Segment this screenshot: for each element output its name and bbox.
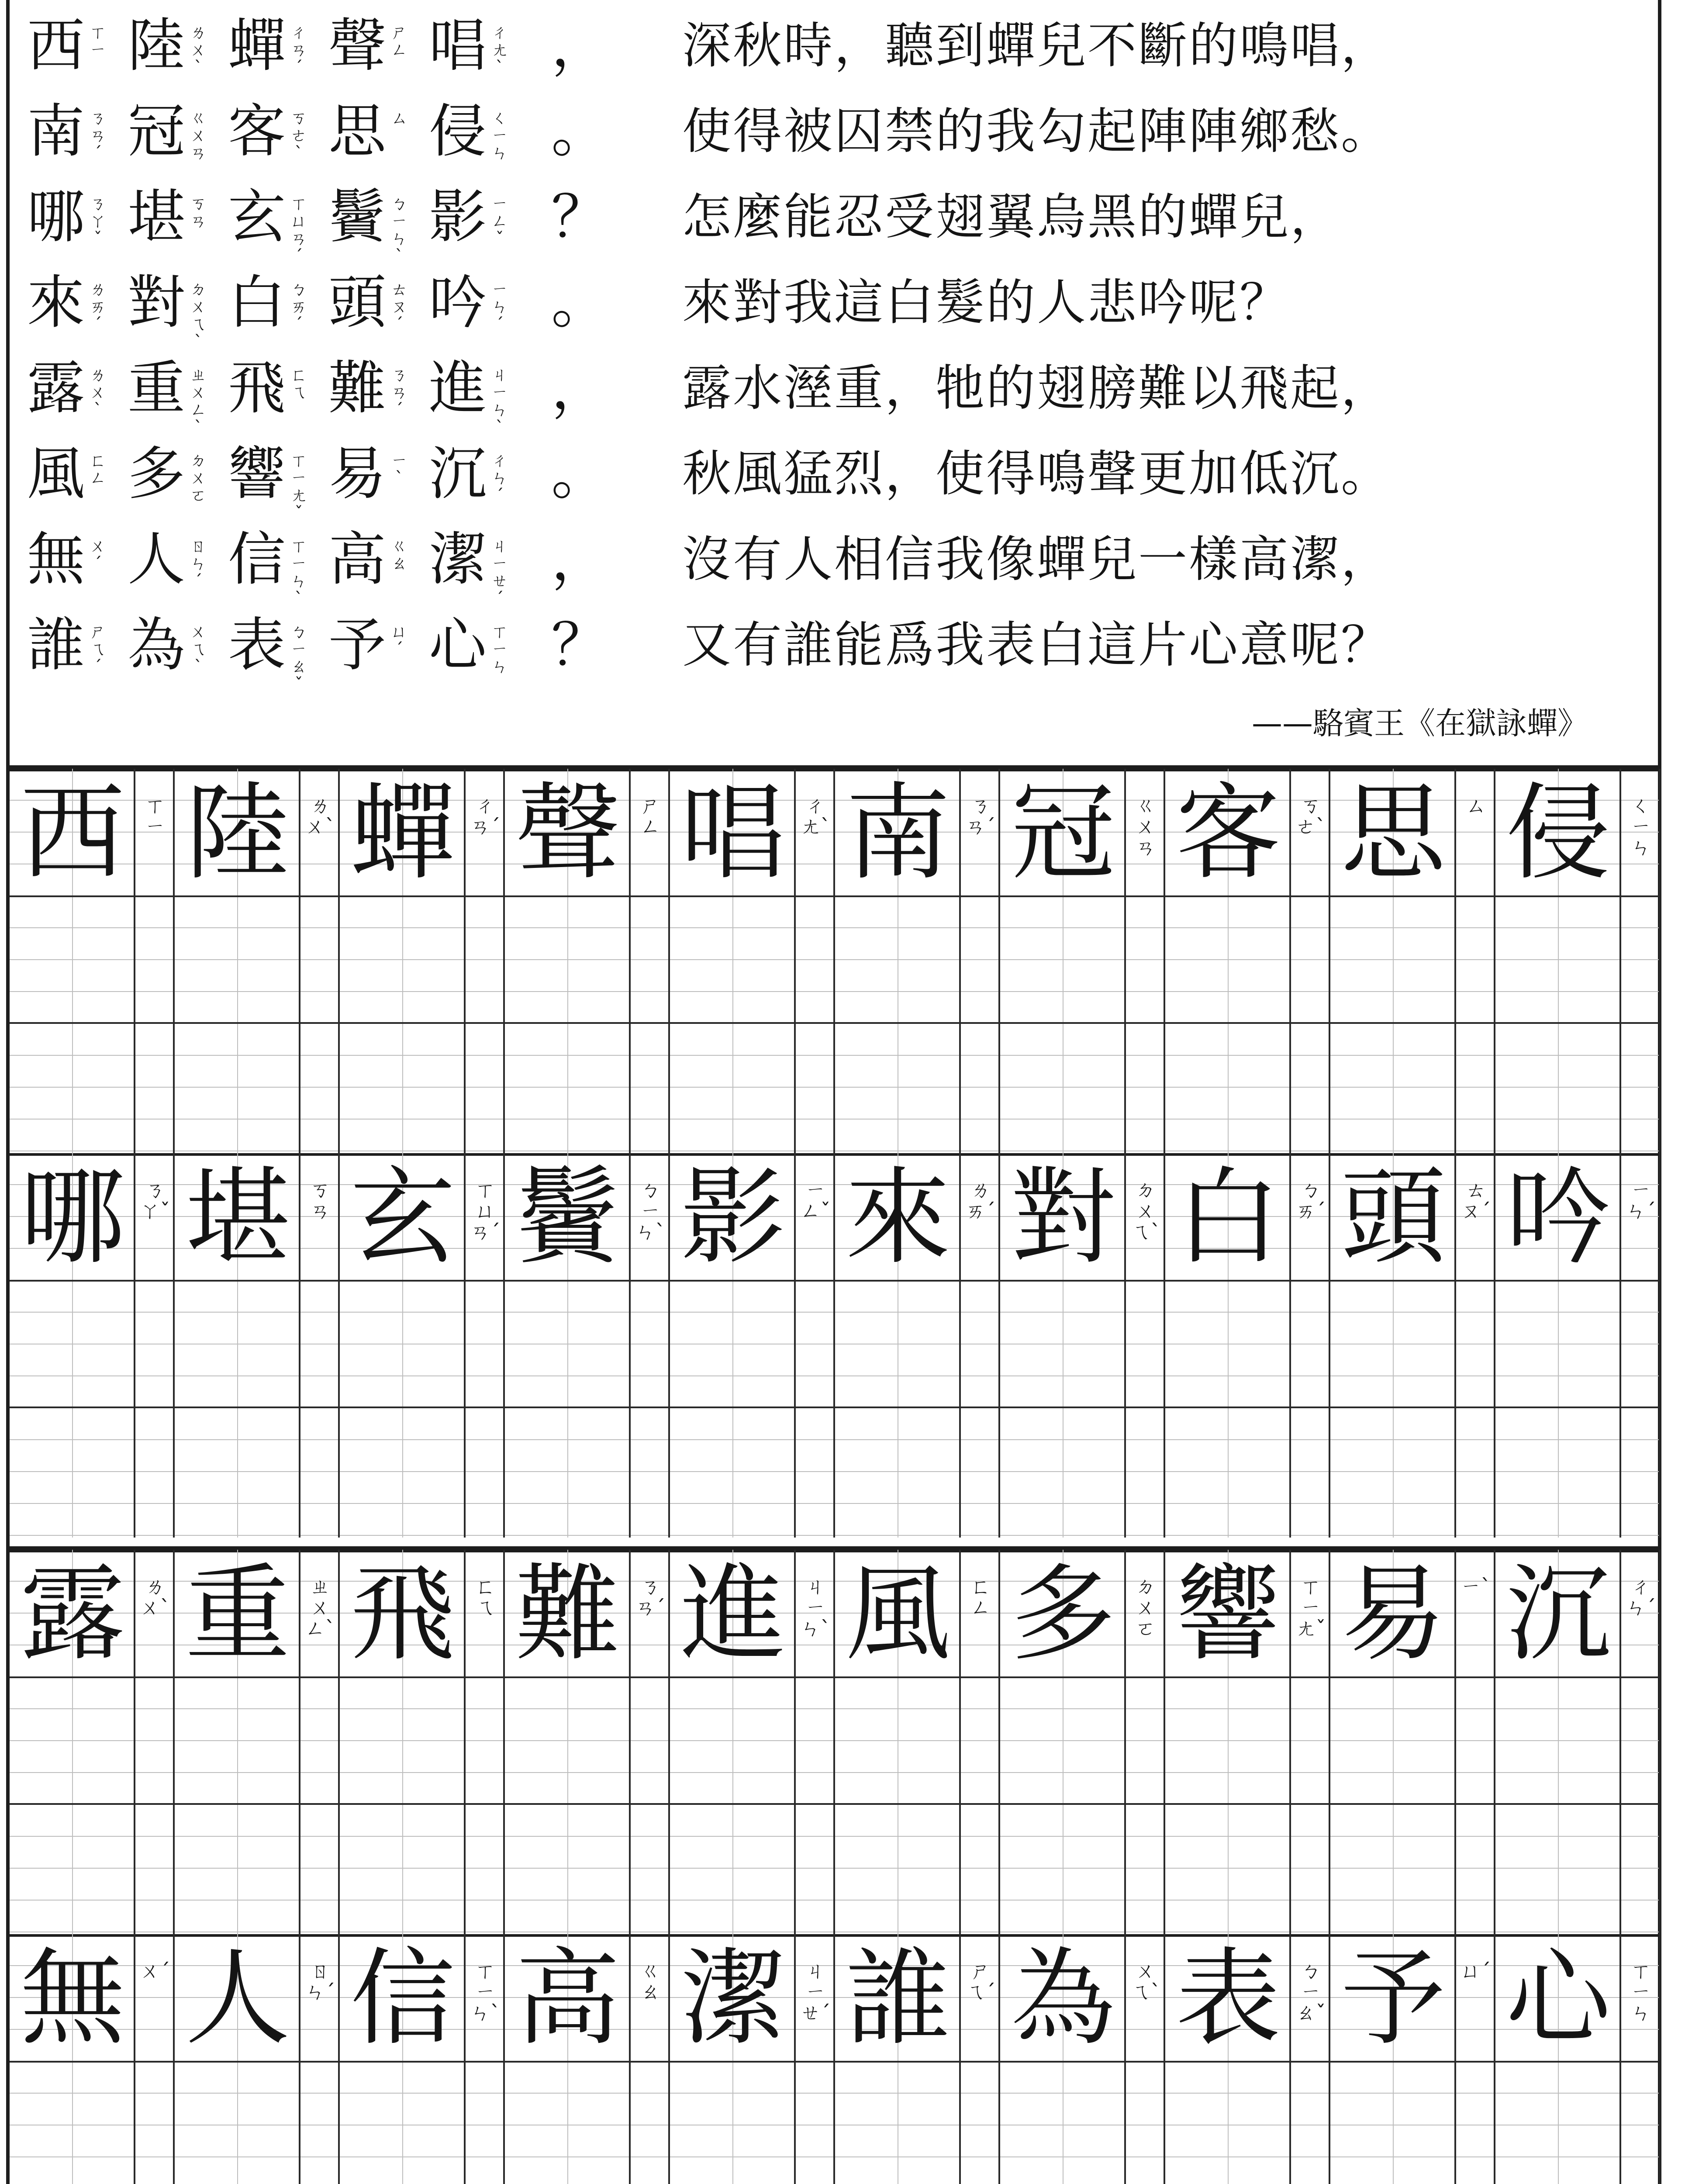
zhuyin-cell[interactable]	[631, 1550, 670, 1934]
model-zhuyin: ㄈㄥ	[970, 1575, 991, 1619]
practice-cell[interactable]	[175, 1934, 300, 2184]
model-zhuyin: ㄓㄨㄥˋ	[305, 1575, 335, 1640]
poem-char: 響	[228, 440, 286, 508]
model-zhuyin: ㄊㄡˊ	[1461, 1178, 1491, 1223]
zhuyin-cell[interactable]	[796, 1550, 835, 1934]
practice-cell[interactable]	[340, 1934, 466, 2184]
model-character: 西	[20, 772, 125, 894]
poem-char: 白	[228, 269, 286, 336]
practice-cell[interactable]	[1165, 1934, 1291, 2184]
practice-cell[interactable]	[340, 1550, 466, 1934]
practice-cell[interactable]	[835, 1153, 961, 1538]
practice-cell[interactable]	[10, 769, 135, 1153]
zhuyin-cell[interactable]	[1291, 1153, 1330, 1538]
poem-punctuation: ？	[551, 612, 609, 679]
model-character: 聲	[515, 772, 620, 894]
attribution: ——駱賓王《在獄詠蟬》	[1252, 705, 1588, 741]
poem-zhuyin: ㄕㄟˊ	[89, 622, 106, 676]
model-zhuyin: ㄋㄢˊ	[635, 1575, 666, 1619]
model-character: 潔	[680, 1937, 785, 2060]
model-zhuyin: ㄉㄨㄟˋ	[1130, 1178, 1161, 1244]
zhuyin-cell[interactable]	[466, 1153, 505, 1538]
model-character: 侵	[1505, 772, 1611, 894]
zhuyin-cell[interactable]	[1456, 1153, 1495, 1538]
poem-zhuyin: ㄍㄨㄢ	[190, 108, 207, 162]
model-character: 多	[1010, 1553, 1115, 1675]
poem-zhuyin: ㄨˊ	[89, 536, 106, 573]
poem-line	[27, 184, 617, 267]
zhuyin-cell[interactable]	[796, 769, 835, 1153]
zhuyin-cell[interactable]	[1126, 1550, 1165, 1934]
practice-cell[interactable]	[835, 1550, 961, 1934]
zhuyin-cell[interactable]	[135, 1550, 175, 1934]
model-zhuyin: ㄌㄨˋ	[305, 794, 335, 838]
poem-zhuyin: ㄉㄨㄛ	[190, 451, 207, 505]
zhuyin-cell[interactable]	[135, 769, 175, 1153]
poem-zhuyin: ㄌㄞˊ	[89, 280, 106, 334]
poem-char: 聲	[328, 12, 386, 79]
model-character: 影	[680, 1156, 785, 1279]
poem-char: 鬢	[328, 183, 386, 251]
poem-zhuyin: ㄨㄟˋ	[190, 622, 207, 676]
poem-zhuyin: ㄉㄨㄟˋ	[190, 280, 207, 351]
poem-char: 蟬	[228, 12, 286, 79]
practice-cell[interactable]	[1495, 1550, 1621, 1934]
practice-cell[interactable]	[10, 1934, 135, 2184]
model-zhuyin: ㄎㄜˋ	[1295, 794, 1326, 838]
zhuyin-cell[interactable]	[961, 1934, 1000, 2184]
model-zhuyin: ㄅㄧㄠˇ	[1295, 1959, 1326, 2025]
practice-cell[interactable]	[835, 769, 961, 1153]
model-character: 人	[185, 1937, 290, 2060]
model-character: 陸	[185, 772, 290, 894]
poem-char: 易	[328, 440, 386, 508]
model-zhuyin: ㄙ	[1466, 794, 1486, 817]
model-character: 高	[515, 1937, 620, 2060]
model-zhuyin: ㄒㄧㄣ	[1631, 1959, 1651, 2025]
model-zhuyin: ㄑㄧㄣ	[1631, 794, 1651, 859]
model-character: 頭	[1340, 1156, 1446, 1279]
model-zhuyin: ㄅㄧㄣˋ	[635, 1178, 666, 1244]
poem-char: 誰	[27, 612, 85, 679]
model-zhuyin: ㄨㄟˋ	[1130, 1959, 1161, 2004]
practice-cell[interactable]	[1165, 1550, 1291, 1934]
poem-char: 飛	[228, 355, 286, 422]
model-character: 白	[1175, 1156, 1281, 1279]
practice-cell[interactable]	[670, 1153, 796, 1538]
model-zhuyin: ㄋㄢˊ	[965, 794, 996, 838]
model-character: 響	[1175, 1553, 1281, 1675]
poem-zhuyin: ㄋㄢˊ	[390, 365, 407, 419]
translation-line: 露水溼重，牠的翅膀難以飛起，	[682, 360, 1392, 417]
practice-cell[interactable]	[175, 769, 300, 1153]
poem-zhuyin: ㄒㄧㄤˇ	[290, 451, 307, 522]
translation-line: 深秋時，聽到蟬兒不斷的鳴唱，	[682, 17, 1392, 74]
practice-cell[interactable]	[1330, 1934, 1456, 2184]
model-zhuyin: ㄧㄥˇ	[800, 1178, 831, 1223]
poem-line	[27, 356, 617, 439]
zhuyin-cell[interactable]	[300, 769, 340, 1153]
zhuyin-cell[interactable]	[1126, 1153, 1165, 1538]
practice-cell[interactable]	[175, 1153, 300, 1538]
practice-cell[interactable]	[1000, 1153, 1126, 1538]
zhuyin-cell[interactable]	[1456, 1934, 1495, 2184]
model-zhuyin: ㄖㄣˊ	[305, 1959, 335, 2004]
poem-char: 冠	[128, 98, 185, 165]
model-zhuyin: ㄕㄟˊ	[965, 1959, 996, 2004]
practice-cell[interactable]	[1165, 1153, 1291, 1538]
poem-zhuyin: ㄎㄢ	[190, 194, 207, 231]
poem-char: 沉	[429, 440, 487, 508]
poem-char: 影	[429, 183, 487, 251]
poem-char: 心	[429, 612, 487, 679]
model-character: 露	[20, 1553, 125, 1675]
model-character: 冠	[1010, 772, 1115, 894]
poem-zhuyin: ㄅㄧㄠˇ	[290, 622, 307, 694]
poem-zhuyin: ㄩˊ	[390, 622, 407, 659]
poem-zhuyin: ㄕㄥ	[390, 23, 407, 59]
model-character: 飛	[350, 1553, 455, 1675]
zhuyin-cell[interactable]	[961, 769, 1000, 1153]
poem-char: 玄	[228, 183, 286, 251]
translation-line: 怎麼能忍受翅翼烏黑的蟬兒，	[682, 189, 1341, 245]
practice-cell[interactable]	[1000, 1550, 1126, 1934]
poem-char: 思	[328, 98, 386, 165]
poem-char: 難	[328, 355, 386, 422]
model-character: 蟬	[350, 772, 455, 894]
poem-punctuation: ？	[551, 183, 609, 251]
model-character: 唱	[680, 772, 785, 894]
model-character: 沉	[1505, 1553, 1611, 1675]
model-character: 無	[20, 1937, 125, 2060]
poem-zhuyin: ㄅㄧㄣˋ	[390, 194, 407, 266]
poem-punctuation: 。	[551, 440, 609, 508]
poem-char: 進	[429, 355, 487, 422]
poem-zhuyin: ㄧㄣˊ	[491, 280, 508, 334]
model-character: 堪	[185, 1156, 290, 1279]
poem-zhuyin: ㄊㄡˊ	[390, 280, 407, 334]
model-zhuyin: ㄒㄩㄢˊ	[470, 1178, 501, 1244]
practice-cell[interactable]	[505, 1153, 631, 1538]
poem-zhuyin: ㄔㄣˊ	[491, 451, 508, 505]
model-zhuyin: ㄌㄨˋ	[140, 1575, 170, 1619]
model-character: 對	[1010, 1156, 1115, 1279]
zhuyin-cell[interactable]	[135, 1934, 175, 2184]
zhuyin-cell[interactable]	[135, 1153, 175, 1538]
practice-cell[interactable]	[1000, 1934, 1126, 2184]
model-character: 哪	[20, 1156, 125, 1279]
model-character: 思	[1340, 772, 1446, 894]
model-character: 風	[845, 1553, 950, 1675]
zhuyin-cell[interactable]	[1621, 769, 1661, 1153]
model-zhuyin: ㄐㄧㄣˋ	[800, 1575, 831, 1640]
model-zhuyin: ㄔㄢˊ	[470, 794, 501, 838]
model-character: 吟	[1505, 1156, 1611, 1279]
poem-zhuyin: ㄎㄜˋ	[290, 108, 307, 162]
model-character: 客	[1175, 772, 1281, 894]
model-zhuyin: ㄍㄠ	[640, 1959, 660, 2004]
zhuyin-cell[interactable]	[1621, 1550, 1661, 1934]
practice-cell[interactable]	[340, 1153, 466, 1538]
poem-zhuyin: ㄔㄤˋ	[491, 23, 508, 77]
zhuyin-cell[interactable]	[1291, 1934, 1330, 2184]
practice-cell[interactable]	[1165, 769, 1291, 1153]
poem-char: 南	[27, 98, 85, 165]
practice-cell[interactable]	[505, 769, 631, 1153]
zhuyin-cell[interactable]	[631, 1153, 670, 1538]
model-character: 予	[1340, 1937, 1446, 2060]
poem-line	[27, 99, 617, 182]
poem-punctuation: ，	[551, 12, 609, 79]
poem-char: 潔	[429, 526, 487, 593]
model-character: 南	[845, 772, 950, 894]
model-character: 玄	[350, 1156, 455, 1279]
poem-char: 吟	[429, 269, 487, 336]
poem-char: 西	[27, 12, 85, 79]
poem-line	[27, 527, 617, 610]
model-zhuyin: ㄔㄣˊ	[1626, 1575, 1656, 1619]
practice-grid-upper	[6, 769, 1661, 1546]
practice-cell[interactable]	[340, 769, 466, 1153]
practice-cell[interactable]	[1495, 1934, 1621, 2184]
translation-line: 又有誰能爲我表白這片心意呢？	[682, 617, 1392, 674]
poem-zhuyin: ㄓㄨㄥˋ	[190, 365, 207, 437]
poem-punctuation: ，	[551, 526, 609, 593]
model-character: 來	[845, 1156, 950, 1279]
model-zhuyin: ㄒㄧㄤˇ	[1295, 1575, 1326, 1640]
poem-line	[27, 270, 617, 353]
translation-line: 使得被囚禁的我勾起陣陣鄉愁。	[682, 103, 1392, 160]
practice-row	[10, 1153, 1658, 1538]
poem-panel	[6, 0, 1661, 769]
practice-cell[interactable]	[670, 1550, 796, 1934]
poem-line	[27, 441, 617, 524]
zhuyin-cell[interactable]	[300, 1153, 340, 1538]
poem-char: 人	[128, 526, 185, 593]
poem-zhuyin: ㄒㄧㄣˋ	[290, 536, 307, 608]
model-zhuyin: ㄈㄟ	[475, 1575, 495, 1619]
poem-zhuyin: ㄈㄥ	[89, 451, 106, 487]
model-zhuyin: ㄍㄨㄢ	[1136, 794, 1156, 859]
zhuyin-cell[interactable]	[1126, 1934, 1165, 2184]
zhuyin-cell[interactable]	[1621, 1934, 1661, 2184]
poem-char: 予	[328, 612, 386, 679]
poem-zhuyin: ㄌㄨˋ	[89, 365, 106, 419]
zhuyin-cell[interactable]	[466, 1550, 505, 1934]
poem-char: 為	[128, 612, 185, 679]
zhuyin-cell[interactable]	[796, 1153, 835, 1538]
poem-char: 高	[328, 526, 386, 593]
practice-row	[10, 769, 1658, 1153]
practice-cell[interactable]	[670, 769, 796, 1153]
poem-zhuyin: ㄌㄨˋ	[190, 23, 207, 77]
poem-punctuation: 。	[551, 98, 609, 165]
poem-zhuyin: ㄒㄧ	[89, 23, 106, 59]
practice-cell[interactable]	[10, 1550, 135, 1934]
poem-char: 無	[27, 526, 85, 593]
poem-zhuyin: ㄙ	[390, 108, 407, 128]
model-zhuyin: ㄨˊ	[140, 1959, 170, 1983]
poem-zhuyin: ㄅㄞˊ	[290, 280, 307, 334]
poem-char: 陸	[128, 12, 185, 79]
model-character: 信	[350, 1937, 455, 2060]
model-character: 誰	[845, 1937, 950, 2060]
zhuyin-cell[interactable]	[466, 1934, 505, 2184]
translation-line: 來對我這白髮的人悲吟呢？	[682, 274, 1290, 331]
practice-row	[10, 1934, 1658, 2184]
poem-zhuyin: ㄔㄢˊ	[290, 23, 307, 77]
poem-char: 重	[128, 355, 185, 422]
practice-cell[interactable]	[1495, 1153, 1621, 1538]
poem-line	[27, 13, 617, 96]
practice-cell[interactable]	[835, 1934, 961, 2184]
model-character: 重	[185, 1553, 290, 1675]
poem-char: 露	[27, 355, 85, 422]
poem-punctuation: ，	[551, 355, 609, 422]
zhuyin-cell[interactable]	[631, 769, 670, 1153]
poem-punctuation: 。	[551, 269, 609, 336]
poem-zhuyin: ㄒㄧㄣ	[491, 622, 508, 676]
zhuyin-cell[interactable]	[961, 1153, 1000, 1538]
poem-char: 表	[228, 612, 286, 679]
zhuyin-cell[interactable]	[796, 1934, 835, 2184]
poem-zhuyin: ㄐㄧㄝˊ	[491, 536, 508, 608]
practice-cell[interactable]	[670, 1934, 796, 2184]
poem-line	[27, 612, 617, 695]
zhuyin-cell[interactable]	[1621, 1153, 1661, 1538]
model-character: 易	[1340, 1553, 1446, 1675]
model-zhuyin: ㄐㄧㄝˊ	[800, 1959, 831, 2025]
model-zhuyin: ㄒㄧㄣˋ	[470, 1959, 501, 2025]
model-zhuyin: ㄌㄞˊ	[965, 1178, 996, 1223]
model-character: 鬢	[515, 1156, 620, 1279]
zhuyin-cell[interactable]	[1126, 769, 1165, 1153]
poem-char: 信	[228, 526, 286, 593]
poem-zhuyin: ㄋㄚˇ	[89, 194, 106, 248]
model-character: 表	[1175, 1937, 1281, 2060]
zhuyin-cell[interactable]	[1291, 769, 1330, 1153]
practice-cell[interactable]	[1495, 769, 1621, 1153]
poem-char: 哪	[27, 183, 85, 251]
poem-char: 多	[128, 440, 185, 508]
practice-cell[interactable]	[1000, 769, 1126, 1153]
practice-cell[interactable]	[1330, 1153, 1456, 1538]
poem-zhuyin: ㄧㄥˇ	[491, 194, 508, 248]
poem-zhuyin: ㄈㄟ	[290, 365, 307, 402]
model-zhuyin: ㄉㄨㄛ	[1136, 1575, 1156, 1640]
poem-char: 侵	[429, 98, 487, 165]
poem-char: 對	[128, 269, 185, 336]
poem-zhuyin: ㄑㄧㄣ	[491, 108, 508, 162]
model-zhuyin: ㄔㄤˋ	[800, 794, 831, 838]
poem-char: 堪	[128, 183, 185, 251]
poem-char: 風	[27, 440, 85, 508]
zhuyin-cell[interactable]	[961, 1550, 1000, 1934]
poem-char: 來	[27, 269, 85, 336]
practice-cell[interactable]	[175, 1550, 300, 1934]
poem-zhuyin: ㄖㄣˊ	[190, 536, 207, 591]
model-zhuyin: ㄒㄧ	[145, 794, 165, 838]
translation-line: 沒有人相信我像蟬兒一樣高潔，	[682, 531, 1392, 588]
practice-row	[10, 1550, 1658, 1934]
model-character: 難	[515, 1553, 620, 1675]
poem-char: 客	[228, 98, 286, 165]
zhuyin-cell[interactable]	[1291, 1550, 1330, 1934]
practice-cell[interactable]	[505, 1550, 631, 1934]
model-character: 進	[680, 1553, 785, 1675]
poem-char: 唱	[429, 12, 487, 79]
practice-cell[interactable]	[1330, 769, 1456, 1153]
zhuyin-cell[interactable]	[300, 1934, 340, 2184]
model-zhuyin: ㄅㄞˊ	[1295, 1178, 1326, 1223]
model-zhuyin: ㄧㄣˊ	[1626, 1178, 1656, 1223]
zhuyin-cell[interactable]	[631, 1934, 670, 2184]
model-zhuyin: ㄧˋ	[1461, 1575, 1491, 1598]
poem-zhuyin: ㄧˋ	[390, 451, 407, 487]
model-character: 為	[1010, 1937, 1115, 2060]
poem-zhuyin: ㄋㄢˊ	[89, 108, 106, 162]
practice-grid-lower	[6, 1546, 1661, 2184]
poem-char: 頭	[328, 269, 386, 336]
model-zhuyin: ㄕㄥ	[640, 794, 660, 838]
poem-zhuyin: ㄒㄩㄢˊ	[290, 194, 307, 266]
zhuyin-cell[interactable]	[466, 769, 505, 1153]
model-character: 心	[1505, 1937, 1611, 2060]
practice-cell[interactable]	[10, 1153, 135, 1538]
practice-cell[interactable]	[505, 1934, 631, 2184]
model-zhuyin: ㄩˊ	[1461, 1959, 1491, 1983]
model-zhuyin: ㄎㄢ	[310, 1178, 330, 1223]
practice-cell[interactable]	[1330, 1550, 1456, 1934]
poem-zhuyin: ㄍㄠ	[390, 536, 407, 573]
zhuyin-cell[interactable]	[1456, 769, 1495, 1153]
poem-zhuyin: ㄐㄧㄣˋ	[491, 365, 508, 437]
translation-line: 秋風猛烈，使得鳴聲更加低沉。	[682, 446, 1392, 502]
zhuyin-cell[interactable]	[300, 1550, 340, 1934]
zhuyin-cell[interactable]	[1456, 1550, 1495, 1934]
model-zhuyin: ㄋㄚˇ	[140, 1178, 170, 1223]
